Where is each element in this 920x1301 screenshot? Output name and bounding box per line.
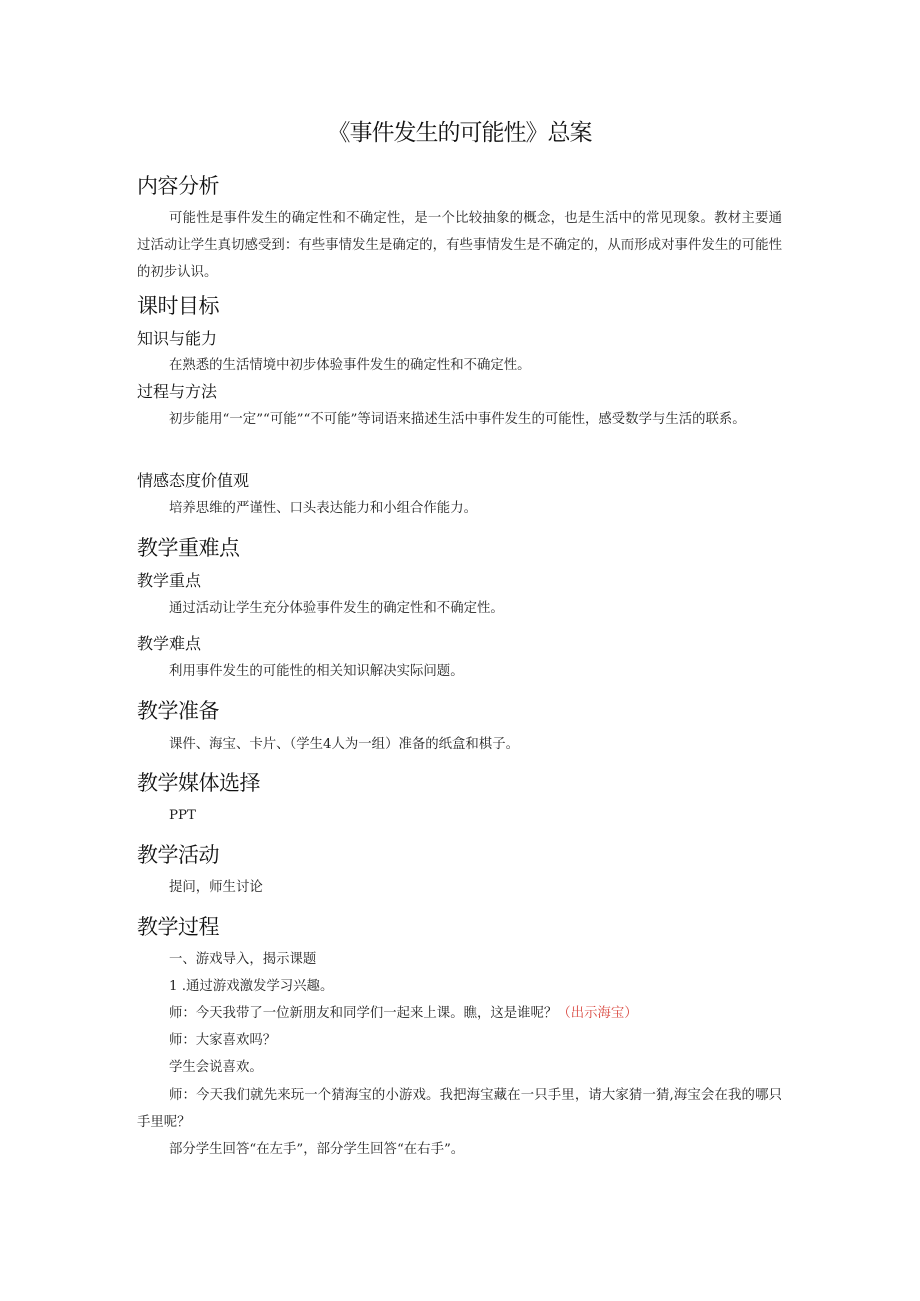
heading-process-method: 过程与方法 <box>137 382 218 401</box>
media-text: PPT <box>169 808 196 823</box>
heading-knowledge-ability: 知识与能力 <box>137 329 218 348</box>
process-line-7: 部分学生回答“在左手”，部分学生回答“在右手”。 <box>169 1142 465 1157</box>
process-line-6: 师：今天我们就先来玩一个猜海宝的小游戏。我把海宝藏在一只手里，请大家猜一猜,海宝会在我的哪只手里呢？ <box>137 1088 782 1130</box>
process-line-5: 学生会说喜欢。 <box>169 1060 263 1075</box>
teaching-focus-text: 通过活动让学生充分体验事件发生的确定性和不确定性。 <box>169 601 504 616</box>
heading-emotion-values: 情感态度价值观 <box>137 471 250 490</box>
teaching-difficulty-text: 利用事件发生的可能性的相关知识解决实际问题。 <box>169 664 464 679</box>
heading-teaching-focus: 教学重点 <box>137 571 202 590</box>
process-line-4: 师：大家喜欢吗？ <box>169 1033 277 1048</box>
heading-content-analysis: 内容分析 <box>137 174 219 198</box>
emotion-values-text: 培养思维的严谨性、口头表达能力和小组合作能力。 <box>169 501 477 516</box>
process-line-3-note: （出示海宝） <box>557 1006 638 1021</box>
heading-process: 教学过程 <box>137 915 219 939</box>
heading-objectives: 课时目标 <box>137 294 219 318</box>
heading-teaching-difficulty: 教学难点 <box>137 634 202 653</box>
process-line-1: 一、游戏导入，揭示课题 <box>169 952 317 967</box>
process-line-3-text: 师：今天我带了一位新朋友和同学们一起来上课。瞧，这是谁呢？ <box>169 1006 558 1021</box>
content-analysis-text: 可能性是事件发生的确定性和不确定性，是一个比较抽象的概念，也是生活中的常见现象。教材主要通过活动让学生真切感受到：有些事情发生是确定的，有些事情发生是不确定的，从而形成对事件发生的可能性的初步认识。 <box>137 211 782 280</box>
heading-activity: 教学活动 <box>137 843 219 867</box>
process-line-3 <box>137 1000 782 1027</box>
process-method-text: 初步能用“一定”“可能”“不可能”等词语来描述生活中事件发生的可能性，感受数学与生活的联系。 <box>169 412 746 427</box>
activity-text: 提问，师生讨论 <box>169 880 263 895</box>
process-line-2: 1 .通过游戏激发学习兴趣。 <box>169 979 334 994</box>
heading-key-points: 教学重难点 <box>137 536 240 560</box>
document-title: 《事件发生的可能性》总案 <box>327 120 592 146</box>
heading-media: 教学媒体选择 <box>137 771 260 795</box>
preparation-text: 课件、海宝、卡片、（学生4人为一组）准备的纸盒和棋子。 <box>169 737 519 752</box>
heading-preparation: 教学准备 <box>137 699 219 723</box>
knowledge-ability-text: 在熟悉的生活情境中初步体验事件发生的确定性和不确定性。 <box>169 358 531 373</box>
